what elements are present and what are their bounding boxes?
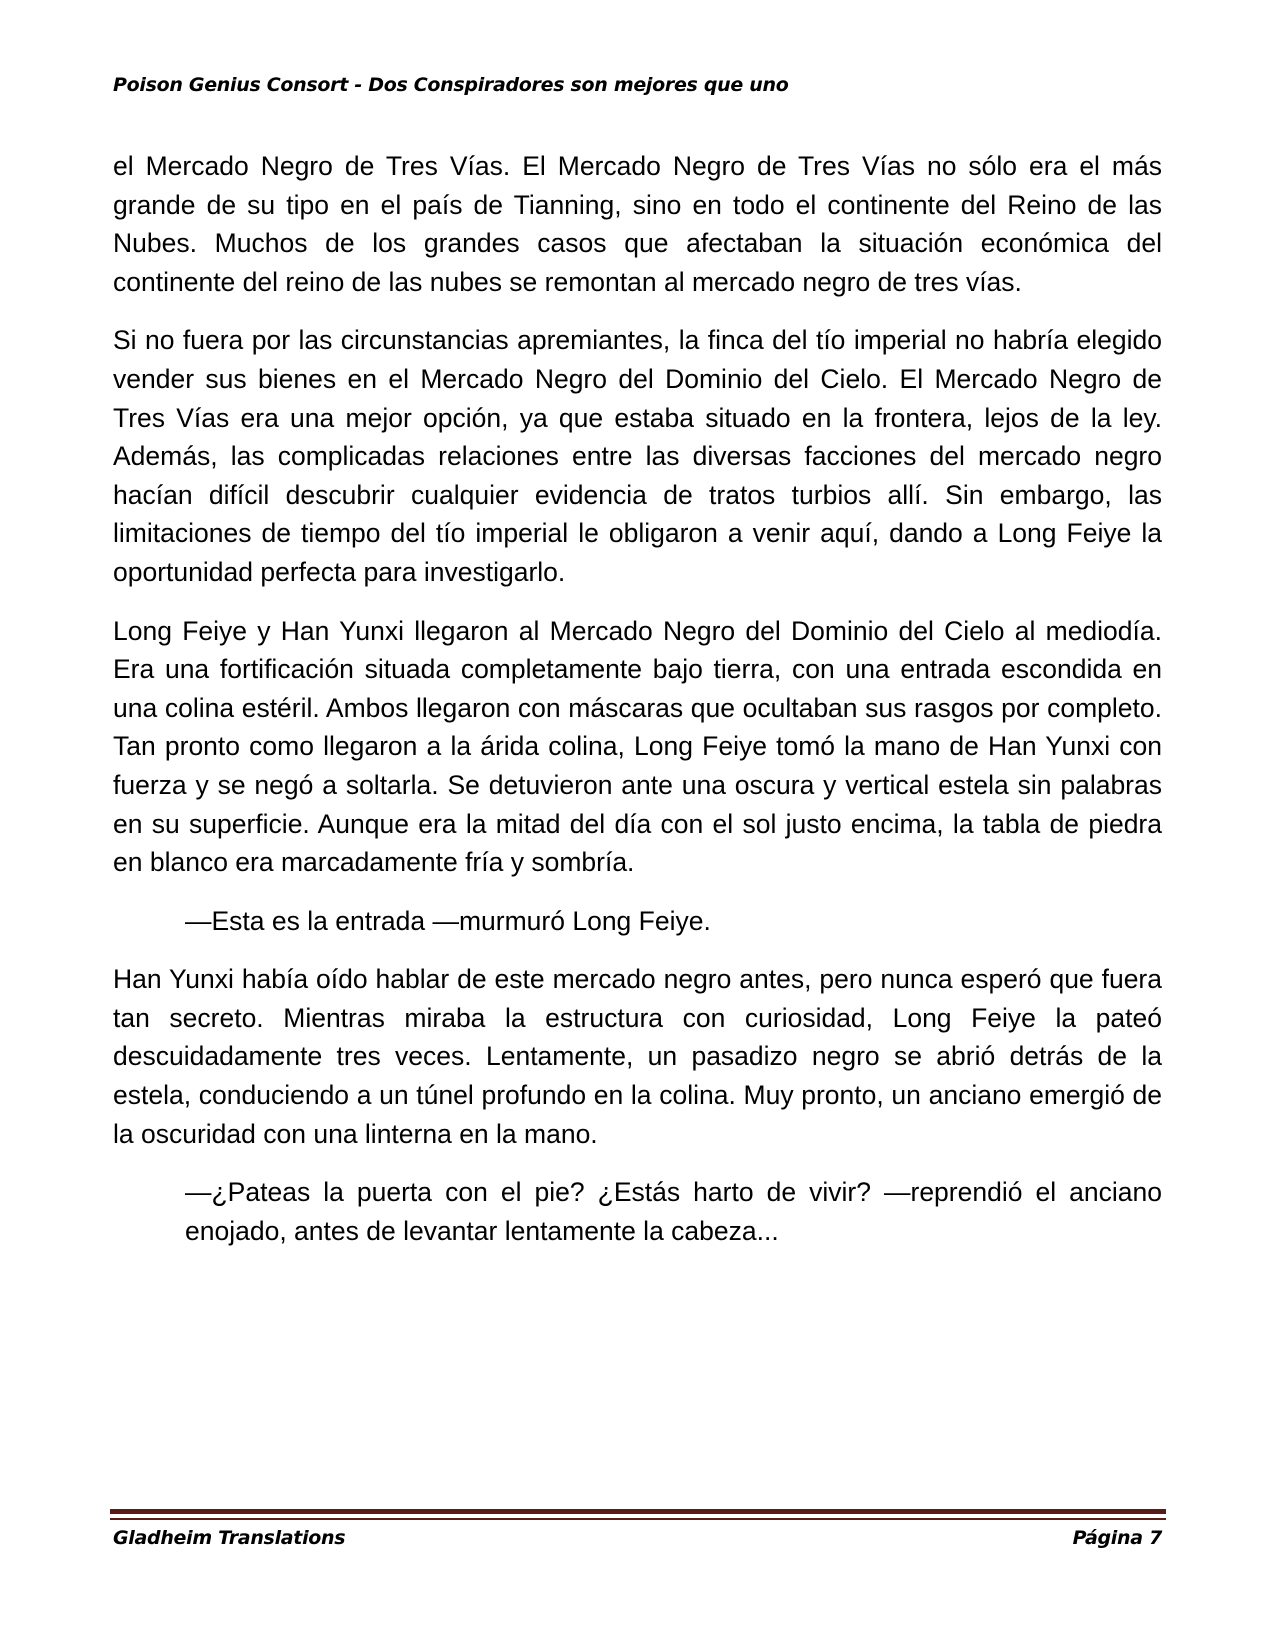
- paragraph-4: Han Yunxi había oído hablar de este mercado negro antes, pero nunca esperó que fuera tan secreto. Mientras miraba la estructura con curiosidad, Long Feiye la pateó descuidadamente tres veces. Lentamente, un pasadizo negro se abrió detrás de la estela, conduciendo a un túnel profundo en la colina. Muy pronto, un anciano emergió de la oscuridad con una linterna en la mano.: [113, 964, 1162, 1149]
- paragraph-3: Long Feiye y Han Yunxi llegaron al Mercado Negro del Dominio del Cielo al mediodía. Era una fortificación situada completamente bajo tierra, con una entrada escondida en una colina estéril. Ambos llegaron con máscaras que ocultaban sus rasgos por completo. Tan pronto como llegaron a la árida colina, Long Feiye tomó la mano de Han Yunxi con fuerza y se negó a soltarla. Se detuvieron ante una oscura y vertical estela sin palabras en su superficie. Aunque era la mitad del día con el sol justo encima, la tabla de piedra en blanco era marcadamente fría y sombría.: [113, 615, 1162, 878]
- document-body: [113, 147, 1162, 1270]
- footer-divider-thick: [110, 1509, 1166, 1514]
- footer-page-number: Página 7: [1072, 1527, 1162, 1549]
- paragraph-2: Si no fuera por las circunstancias apremiantes, la finca del tío imperial no habría elegido vender sus bienes en el Mercado Negro del Dominio del Cielo. El Mercado Negro de Tres Vías era una mejor opción, ya que estaba situado en la frontera, lejos de la ley. Además, las complicadas relaciones entre las diversas facciones del mercado negro hacían difícil descubrir cualquier evidencia de tratos turbios allí. Sin embargo, las limitaciones de tiempo del tío imperial le obligaron a venir aquí, dando a Long Feiye la oportunidad perfecta para investigarlo.: [113, 325, 1162, 587]
- dialog-line-1: —Esta es la entrada —murmuró Long Feiye.: [185, 905, 711, 936]
- page-header-title: Poison Genius Consort - Dos Conspiradores son mejores que uno: [113, 74, 789, 96]
- footer-publisher: Gladheim Translations: [113, 1527, 346, 1549]
- footer-divider-thin: [110, 1518, 1166, 1520]
- paragraph-1: el Mercado Negro de Tres Vías. El Mercado Negro de Tres Vías no sólo era el más grande de su tipo en el país de Tianning, sino en todo el continente del Reino de las Nubes. Muchos de los grandes casos que afectaban la situación económica del continente del reino de las nubes se remontan al mercado negro de tres vías.: [113, 151, 1162, 297]
- dialog-line-2: —¿Pateas la puerta con el pie? ¿Estás harto de vivir? —reprendió el anciano enojado, antes de levantar lentamente la cabeza...: [185, 1177, 1162, 1246]
